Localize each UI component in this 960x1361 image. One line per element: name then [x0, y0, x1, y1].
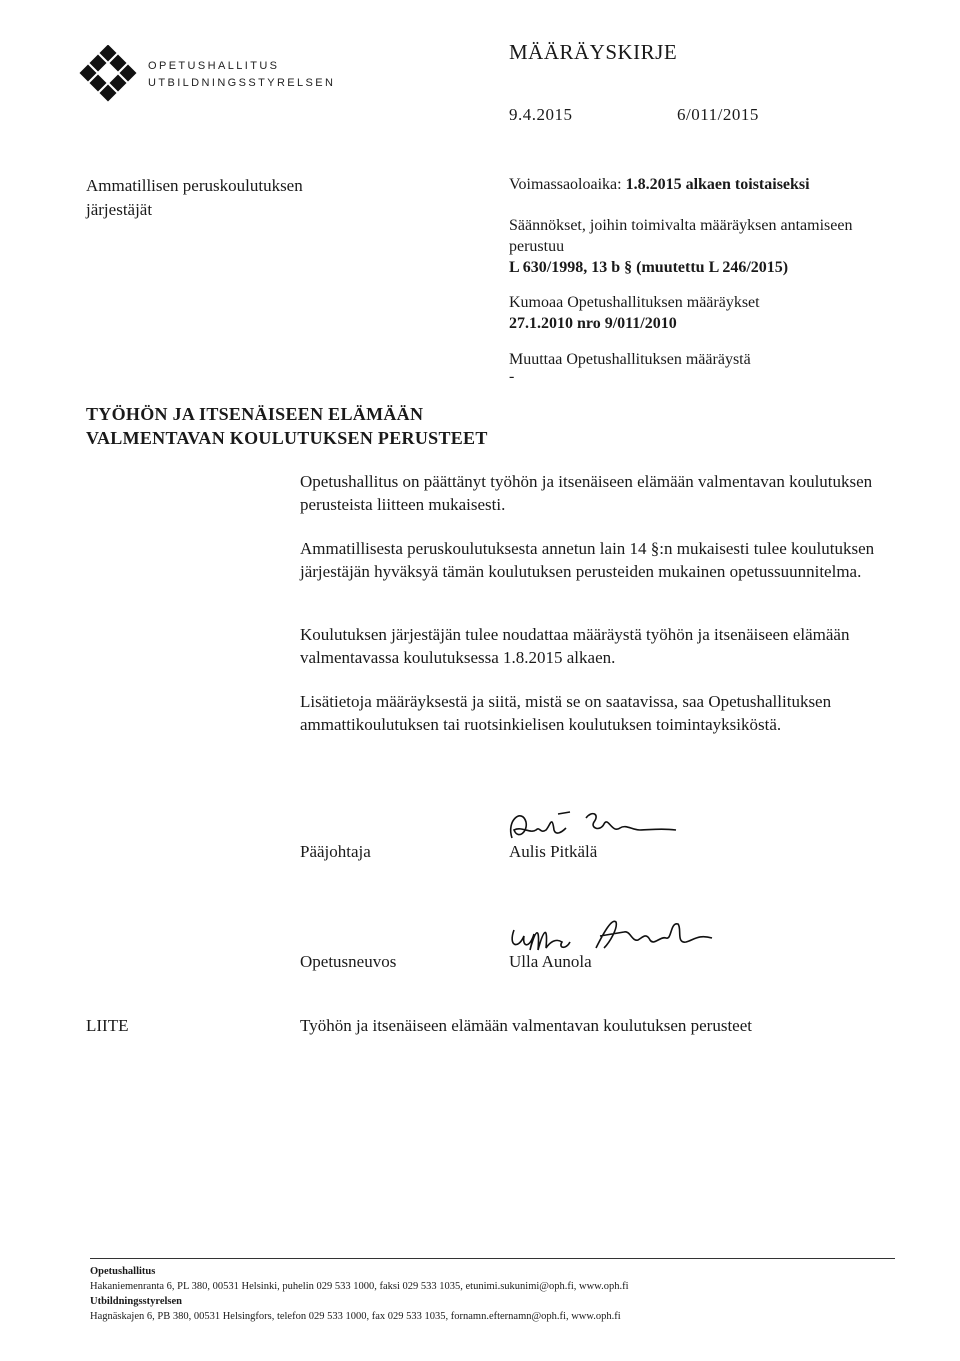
document-type: MÄÄRÄYSKIRJE [509, 40, 678, 64]
validity-period [509, 174, 889, 195]
document-date: 9.4.2015 [509, 105, 573, 124]
document-title-line-1: TYÖHÖN JA ITSENÄISEEN ELÄMÄÄN [86, 404, 424, 424]
legal-basis [509, 215, 889, 278]
body-paragraph: Koulutuksen järjestäjän tulee noudattaa määräystä työhön ja itsenäiseen elämään valmentavassa koulutuksessa 1.8.2015 alkaen. [300, 625, 850, 667]
repeals-section [509, 292, 889, 334]
repeals-value: 27.1.2010 nro 9/011/2010 [509, 315, 677, 332]
document-title [86, 402, 488, 450]
signatory-role: Pääjohtaja [300, 842, 371, 861]
legal-basis-statute: L 630/1998, 13 b § (muutettu L 246/2015) [509, 259, 789, 276]
document-title-line-2: VALMENTAVAN KOULUTUKSEN PERUSTEET [86, 428, 488, 448]
footer [90, 1264, 629, 1324]
signatory-name: Ulla Aunola [509, 952, 592, 971]
recipient [86, 174, 346, 222]
signature-image [500, 908, 730, 956]
repeals-label: Kumoaa Opetushallituksen määräykset [509, 294, 760, 311]
body-paragraph: Opetushallitus on päättänyt työhön ja itsenäiseen elämään valmentavan koulutuksen perusteista liitteen mukaisesti. [300, 472, 873, 514]
recipient-line-2: järjestäjät [86, 200, 153, 219]
amends-label: Muuttaa Opetushallituksen määräystä [509, 351, 751, 368]
legal-basis-line-1: Säännökset, joihin toimivalta määräyksen antamiseen [509, 217, 853, 234]
amends-value: - [509, 368, 515, 385]
document-reference: 6/011/2015 [677, 105, 759, 124]
footer-address-sv: Hagnäskajen 6, PB 380, 00531 Helsingfors, telefon 029 533 1000, fax 029 533 1035, fornamn.efternamn@oph.fi, www.oph.fi [90, 1311, 621, 1322]
organization-name-sv: UTBILDNINGSSTYRELSEN [148, 77, 336, 89]
organization-name-fi: OPETUSHALLITUS [148, 60, 280, 72]
recipient-line-1: Ammatillisen peruskoulutuksen [86, 176, 303, 195]
signatory-role: Opetusneuvos [300, 952, 397, 971]
body-paragraph: Ammatillisesta peruskoulutuksesta annetun lain 14 §:n mukaisesti tulee koulutuksen järjestäjän hyväksyä tämän koulutuksen perusteiden mukainen opetussuunnitelma. [300, 539, 875, 581]
validity-label: Voimassaoloaika: [509, 176, 622, 193]
amends-section [509, 349, 889, 370]
footer-divider [90, 1258, 895, 1259]
attachment-title: Työhön ja itsenäiseen elämään valmentavan koulutuksen perusteet [300, 1016, 752, 1035]
footer-org-sv: Utbildningsstyrelsen [90, 1296, 182, 1307]
footer-org-fi: Opetushallitus [90, 1266, 156, 1277]
body-paragraph: Lisätietoja määräyksestä ja siitä, mistä se on saatavissa, saa Opetushallituksen ammattikoulutuksen tai ruotsinkielisen koulutuksen toimintayksiköstä. [300, 692, 832, 734]
validity-value: 1.8.2015 alkaen toistaiseksi [625, 176, 810, 193]
signature-image [500, 800, 690, 848]
signatory-name: Aulis Pitkälä [509, 842, 598, 861]
legal-basis-line-2: perustuu [509, 238, 565, 255]
organization-name [148, 58, 335, 92]
attachment-label: LIITE [86, 1016, 129, 1035]
footer-address-fi: Hakaniemenranta 6, PL 380, 00531 Helsinki, puhelin 029 533 1000, faksi 029 533 1035, etunimi.sukunimi@oph.fi, www.oph.fi [90, 1281, 629, 1292]
organization-logo [78, 45, 138, 105]
